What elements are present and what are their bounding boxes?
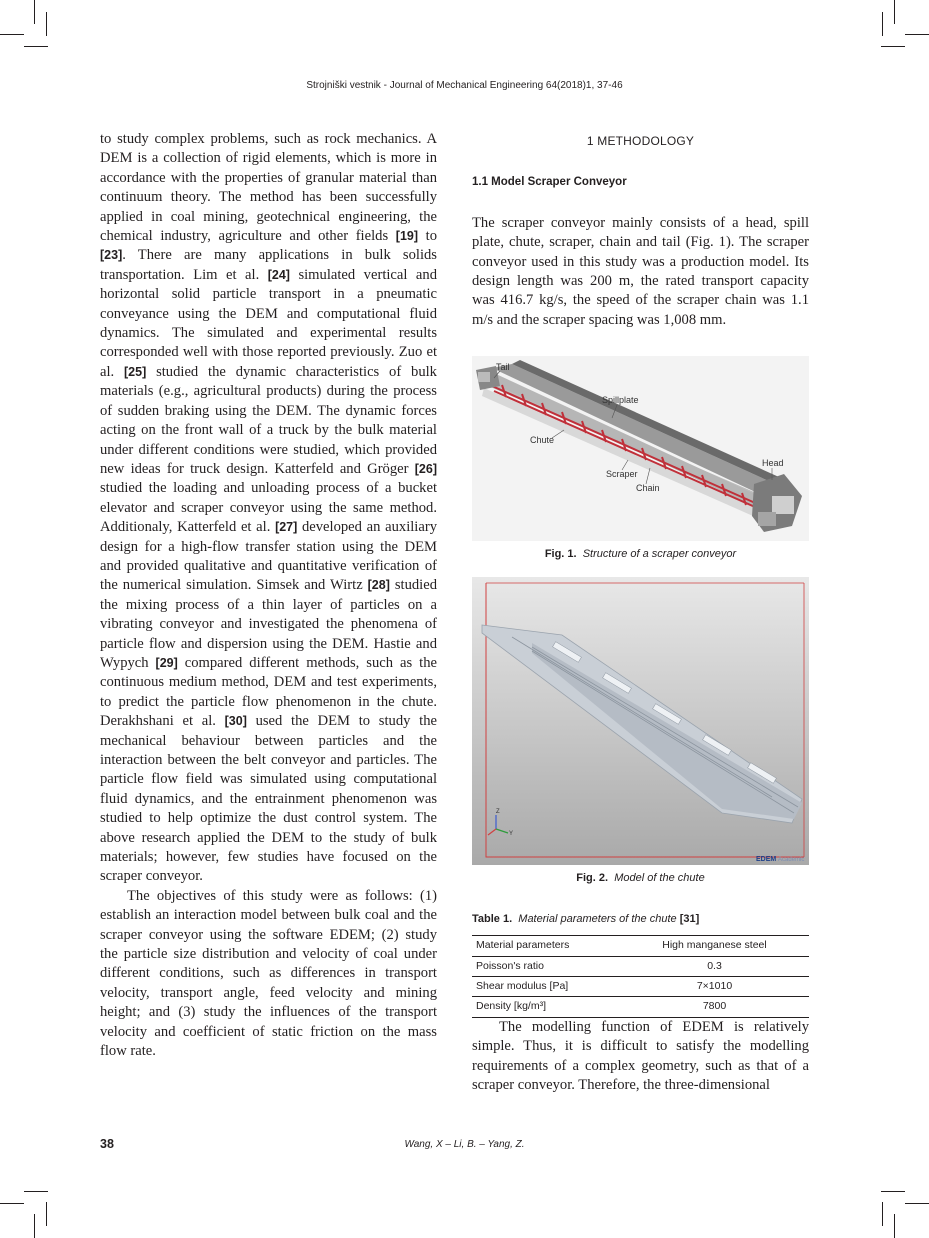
conveyor-illustration xyxy=(472,356,809,541)
table-header-row xyxy=(472,936,809,956)
citation-ref[interactable]: [25] xyxy=(124,364,147,379)
text-run: simulated vertical and horizontal solid particle transport in a pneumatic conveyance using the DEM and computational fluid dynamics. The simulated and experimental results corresponded well with those reported previously. Zuo et al. xyxy=(100,266,437,380)
citation-ref[interactable]: [28] xyxy=(367,578,390,593)
right-paragraph-2: The modelling function of EDEM is relatively simple. Thus, it is difficult to satisfy the modelling requirements of a complex geometry, such as that of a scraper conveyor. Therefore, the three-dimensional xyxy=(472,1018,809,1094)
table-cell: 7800 xyxy=(702,1000,727,1013)
crop-mark-bl-h2 xyxy=(24,1191,48,1192)
left-paragraph-2: The objectives of this study were as follows: (1) establish an interaction model between bulk coal and the scraper conveyor using the software EDEM; (2) study the particle size distribution and velocity of coal under different conditions, such as differences in transport velocity, transport angle, feed velocity and mining height; and (3) study the influences of the transport velocity and coefficient of static friction on the mass flow rate. xyxy=(100,887,437,1060)
label-chute: Chute xyxy=(530,435,555,446)
caption-text: Structure of a scraper conveyor xyxy=(582,548,737,561)
footer-authors: Wang, X – Li, B. – Yang, Z. xyxy=(404,1139,525,1150)
citation-ref[interactable]: [27] xyxy=(275,520,298,535)
text-run: . There are many applications in bulk solids transportation. Lim et al. xyxy=(100,247,437,283)
table-cell: Shear modulus [Pa] xyxy=(476,980,569,993)
citation-ref[interactable]: [19] xyxy=(395,229,419,244)
citation-ref[interactable]: [24] xyxy=(267,267,290,282)
material-parameters-table xyxy=(472,935,809,1018)
text-run: developed an auxiliary design for a high-flow transfer station using the DEM and provided qualitative and quantitative verification of the numerical simulation. Simsek and Wirtz xyxy=(100,519,437,594)
table-row xyxy=(472,977,809,997)
crop-mark-br-v2 xyxy=(882,1202,883,1226)
crop-mark-bl-h xyxy=(0,1203,24,1204)
crop-mark-tl-h xyxy=(0,34,24,35)
label-spillplate: Spillplate xyxy=(602,395,639,406)
crop-mark-tr-h2 xyxy=(881,46,905,47)
text-run: studied the mixing process of a thin layer of particles on a vibrating conveyor and investigated the phenomena of particle flow and dispersion using the DEM. Hastie and Wypych xyxy=(100,577,437,671)
table-row xyxy=(472,997,809,1017)
label-chain: Chain xyxy=(636,483,660,494)
figure-2-caption xyxy=(472,871,809,886)
label-head: Head xyxy=(762,458,784,469)
crop-mark-tr-v2 xyxy=(882,12,883,36)
axis-label-z: Z xyxy=(496,809,500,816)
section-title: 1 METHODOLOGY xyxy=(586,134,695,148)
citation-ref[interactable]: [30] xyxy=(224,714,247,729)
table-header-cell: High manganese steel xyxy=(662,939,767,952)
caption-label: Fig. 2. xyxy=(576,872,609,885)
table-cell: 7×1010 xyxy=(696,980,733,993)
crop-mark-br-h xyxy=(905,1203,929,1204)
crop-mark-tr-h xyxy=(905,34,929,35)
citation-ref[interactable]: [31] xyxy=(679,913,700,926)
text-run: used the DEM to study the mechanical behaviour between particles and the interaction between the belt conveyor and particles. The particle flow field was simulated using computational fluid dynamics, and the entrainment phenomenon was studied to help optimize the dust control system. The above research applied the DEM to the study of bulk materials; however, few studies have focused on the scraper conveyor. xyxy=(100,713,437,885)
text-run: compared different methods, such as the continuous medium method, DEM and test experiments, to predict the particle flow phenomenon in the chute. Derakhshani et al. xyxy=(100,654,437,730)
crop-mark-tl-v xyxy=(34,0,35,24)
table-row xyxy=(472,956,809,976)
text-run: to xyxy=(418,228,438,245)
table-header-cell: Material parameters xyxy=(476,939,570,952)
table-cell: Poisson's ratio xyxy=(476,959,544,972)
citation-ref[interactable]: [26] xyxy=(414,461,437,476)
figure-2-chute-model xyxy=(472,577,809,865)
table-1-title xyxy=(472,912,809,927)
right-column xyxy=(472,130,809,1096)
text-run: to study complex problems, such as rock mechanics. A DEM is a collection of rigid elements, which is more in accordance with the properties of granular material than continuum theory. The method has been successfully applied in coal mining, geotechnical engineering, the chemical industry, agriculture and other fields xyxy=(100,131,437,245)
crop-mark-bl-v2 xyxy=(46,1202,47,1226)
page-number: 38 xyxy=(100,1137,114,1151)
crop-mark-tl-v2 xyxy=(46,12,47,36)
label-tail: Tail xyxy=(496,362,510,373)
table-label: Table 1. xyxy=(472,913,513,926)
subsection-title: 1.1 Model Scraper Conveyor xyxy=(472,176,627,189)
running-header: Strojniški vestnik - Journal of Mechanical Engineering 64(2018)1, 37-46 xyxy=(306,80,623,91)
crop-mark-tl-h2 xyxy=(24,46,48,47)
crop-mark-tr-v xyxy=(894,0,895,24)
citation-ref[interactable]: [23] xyxy=(100,248,123,263)
crop-mark-br-h2 xyxy=(881,1191,905,1192)
edem-watermark-sub: Academic xyxy=(778,857,805,864)
edem-watermark: EDEM xyxy=(756,856,777,864)
crop-mark-br-v xyxy=(894,1214,895,1238)
text-run: studied the loading and unloading process of a bucket elevator and scraper conveyor using the same method. Additionaly, Katterfeld et al. xyxy=(100,480,437,536)
label-scraper: Scraper xyxy=(606,469,638,480)
table-cell: Density [kg/m³] xyxy=(476,1000,547,1013)
left-paragraph-1 xyxy=(100,130,437,887)
text-run: studied the dynamic characteristics of bulk materials (e.g., agricultural products) during the process of sudden braking using the DEM. The dynamic forces acting on the front wall of a truck by the bulk material under different conditions were studied, which provided new ideas for truck design. Katterfeld and Gröger xyxy=(100,363,437,477)
caption-label: Fig. 1. xyxy=(544,548,577,561)
left-column xyxy=(100,130,437,1062)
citation-ref[interactable]: [29] xyxy=(155,655,178,670)
axis-label-y: Y xyxy=(509,831,514,838)
caption-text: Model of the chute xyxy=(614,872,705,885)
chute-model-illustration xyxy=(472,577,809,865)
crop-mark-bl-v xyxy=(34,1214,35,1238)
figure-1-scraper-conveyor xyxy=(472,356,809,541)
table-title-text: Material parameters of the chute xyxy=(518,913,677,926)
table-cell: 0.3 xyxy=(707,959,722,972)
right-paragraph-1: The scraper conveyor mainly consists of a head, spill plate, chute, scraper, chain and tail (Fig. 1). The scraper conveyor used in this study was a production model. Its design length was 200 m, the rated transport capacity was 416.7 kg/s, the speed of the scraper chain was 1.1 m/s and the scraper spacing was 1,008 mm. xyxy=(472,214,809,328)
figure-1-caption xyxy=(472,547,809,562)
